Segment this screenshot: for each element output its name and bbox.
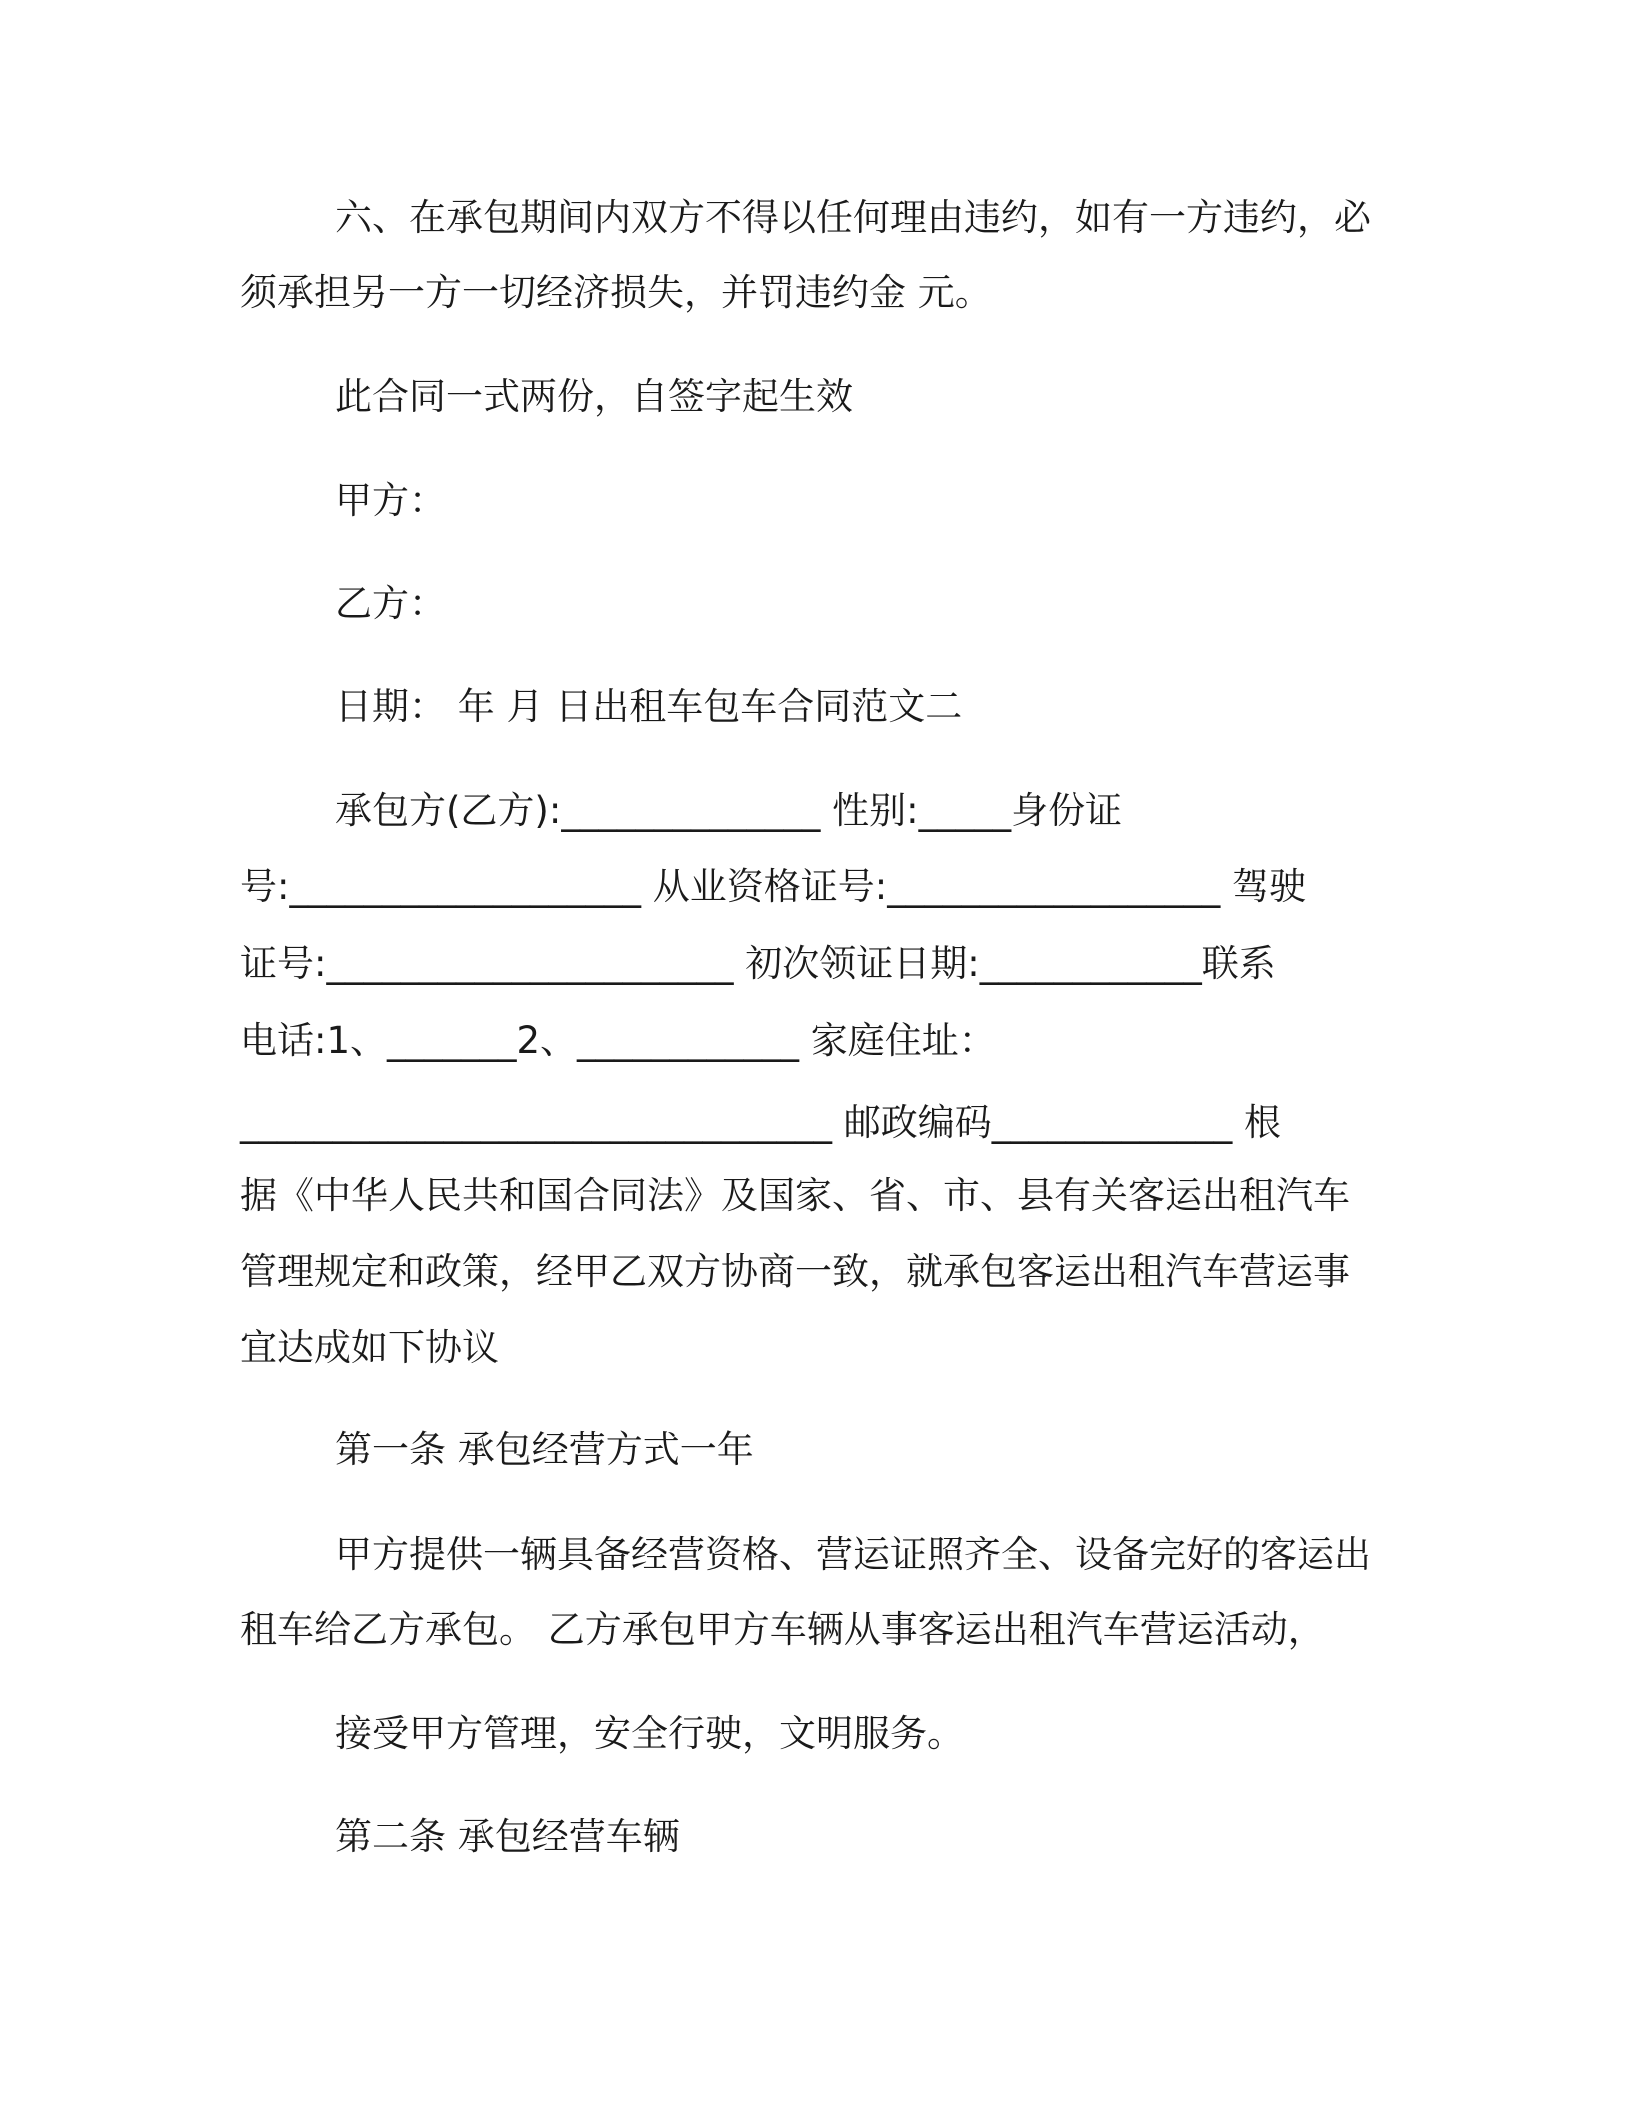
effective-statement: 此合同一式两份，自签字起生效 xyxy=(335,375,853,418)
article-one-heading: 第一条 承包经营方式一年 xyxy=(335,1428,754,1471)
preamble-line-3: 宜达成如下协议 xyxy=(240,1326,499,1369)
party-a-label: 甲方： xyxy=(335,479,446,522)
preamble-line-2: 管理规定和政策，经甲乙双方协商一致，就承包客运出租汽车营运事 xyxy=(240,1250,1350,1293)
clause-six-line-2: 须承担另一方一切经济损失，并罚违约金 元。 xyxy=(240,271,992,314)
article-two-heading: 第二条 承包经营车辆 xyxy=(335,1815,680,1858)
party-b-label: 乙方： xyxy=(335,582,446,625)
contractor-info-line-3: 证号:______________________ 初次领证日期:____________联系 xyxy=(240,942,1276,985)
preamble-line-1: 据《中华人民共和国合同法》及国家、省、市、县有关客运出租汽车 xyxy=(240,1174,1350,1217)
date-and-title-line: 日期： 年 月 日出租车包车合同范文二 xyxy=(335,685,963,728)
article-one-body-line-1: 甲方提供一辆具备经营资格、营运证照齐全、设备完好的客运出 xyxy=(335,1533,1371,1576)
contractor-info-line-5: ________________________________ 邮政编码_____________ 根 xyxy=(240,1101,1282,1144)
contractor-info-line-2: 号:___________________ 从业资格证号:__________________ 驾驶 xyxy=(240,865,1306,908)
clause-six-line-1: 六、在承包期间内双方不得以任何理由违约，如有一方违约，必 xyxy=(335,196,1371,239)
article-one-body-line-2: 租车给乙方承包。 乙方承包甲方车辆从事客运出租汽车营运活动， xyxy=(240,1608,1325,1651)
contractor-info-line-4: 电话:1、_______2、____________ 家庭住址： xyxy=(240,1019,996,1062)
contractor-info-line-1: 承包方(乙方):______________ 性别:_____身份证 xyxy=(335,789,1123,832)
article-one-body-line-3: 接受甲方管理，安全行驶，文明服务。 xyxy=(335,1712,964,1755)
